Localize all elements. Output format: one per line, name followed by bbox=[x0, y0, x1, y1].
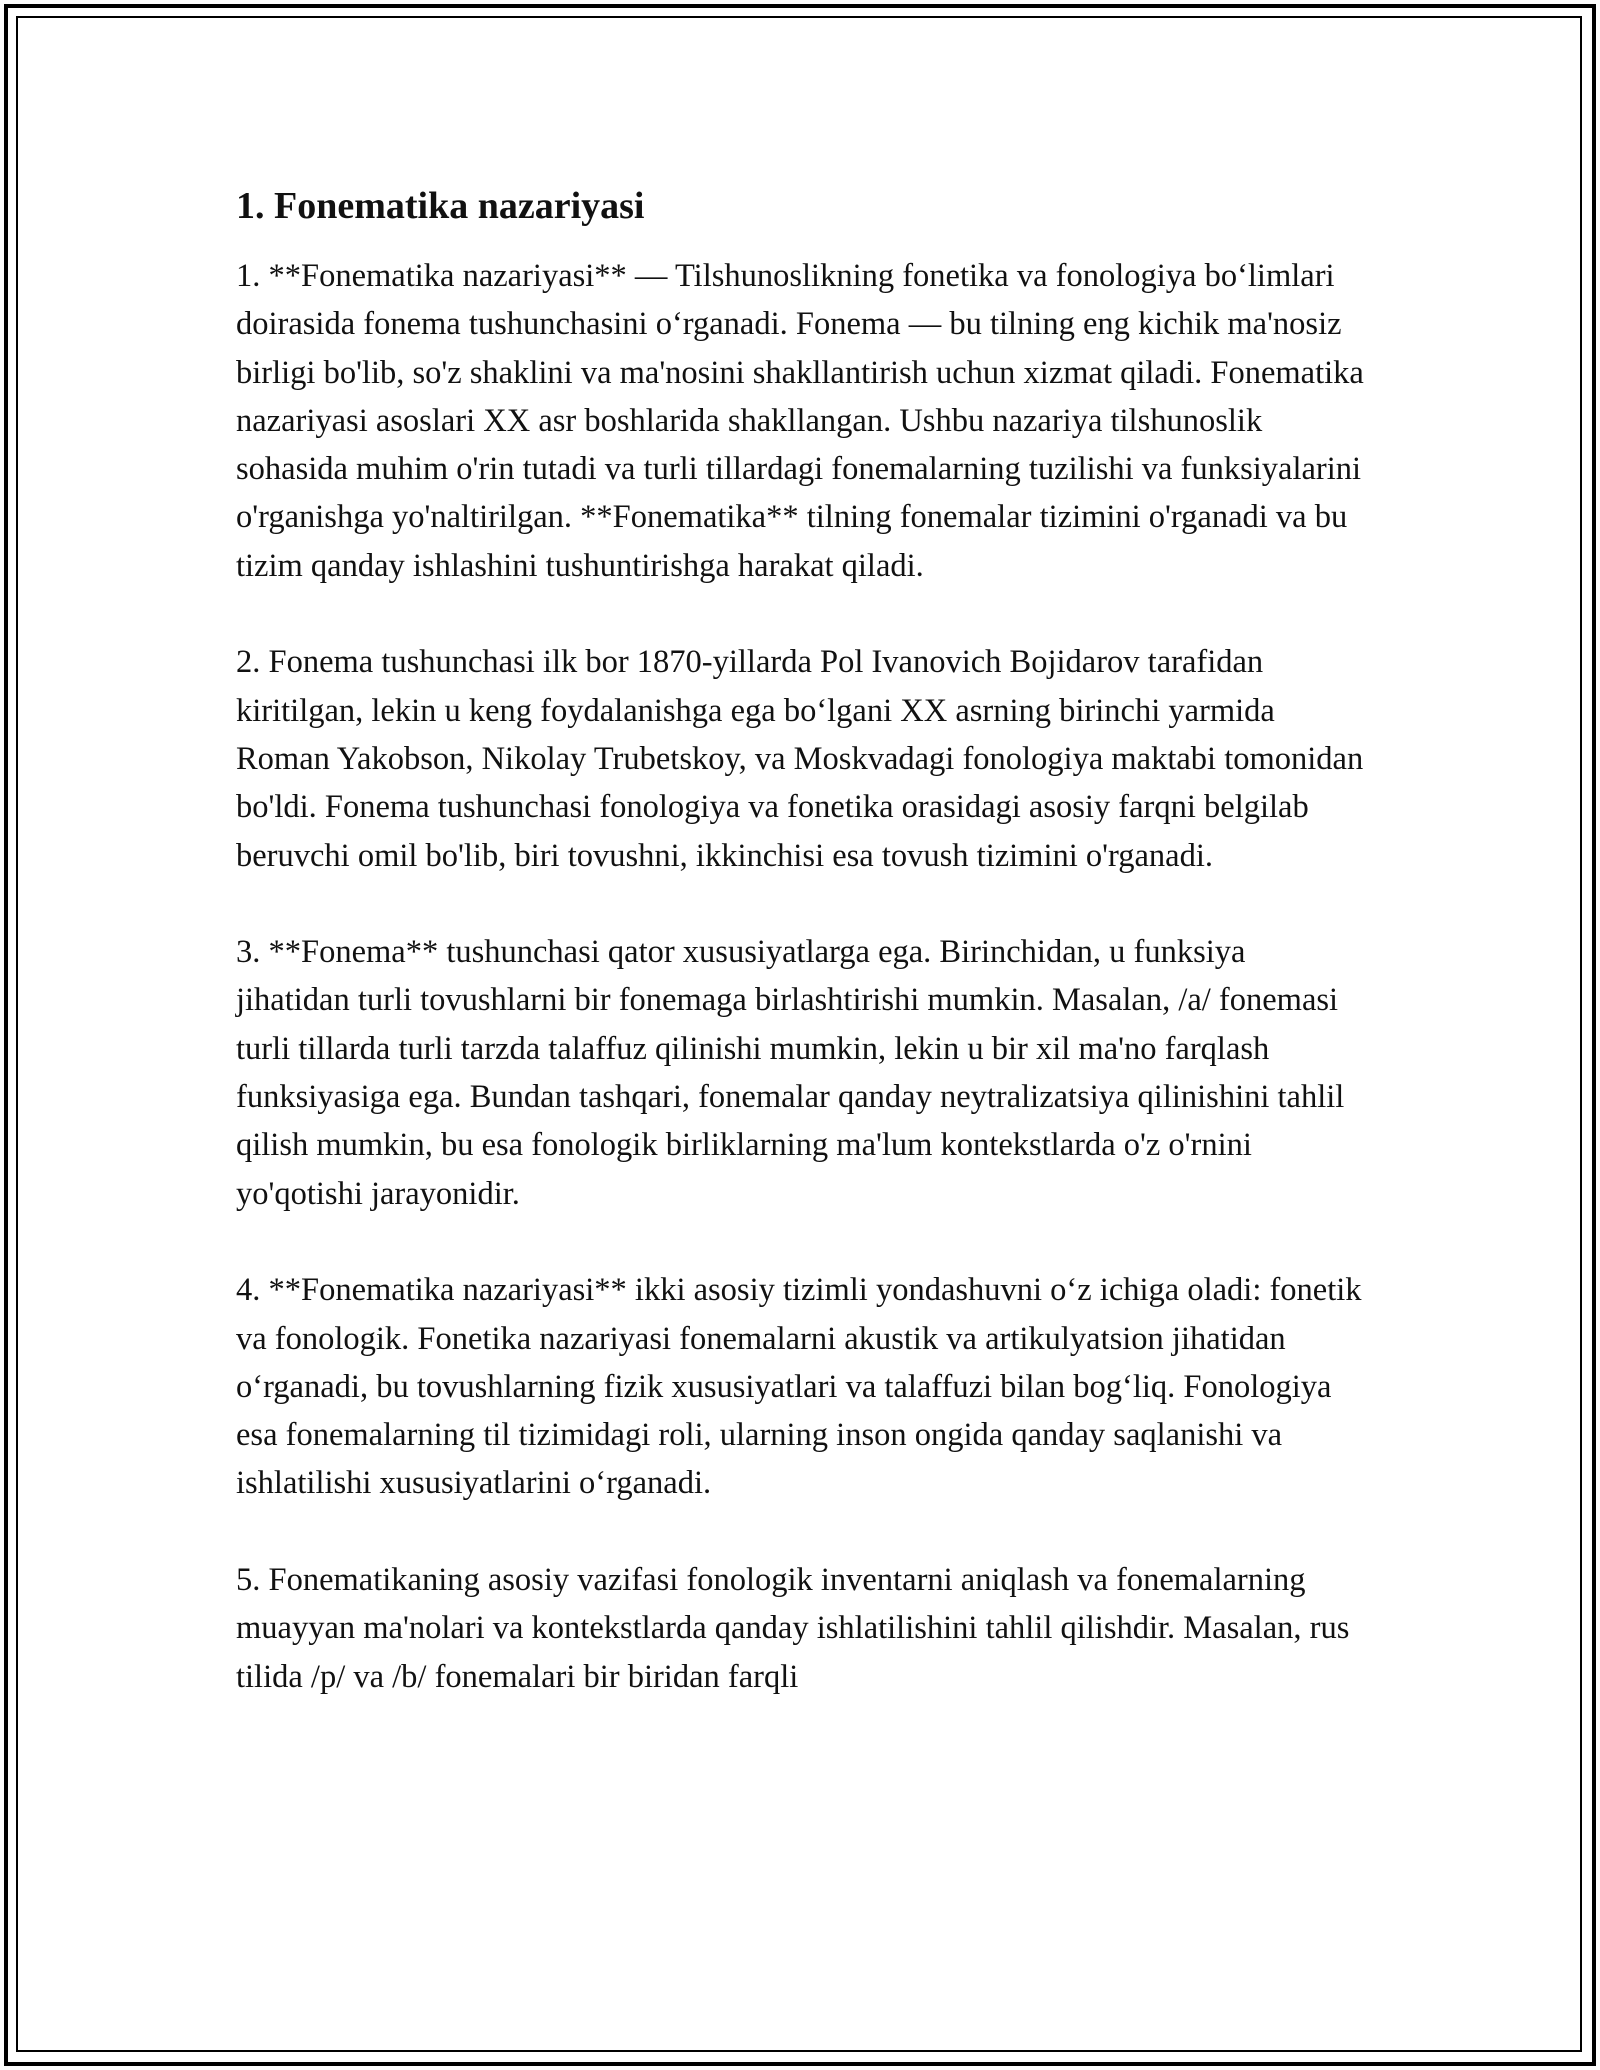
section-heading: 1. Fonematika nazariyasi bbox=[236, 185, 645, 227]
paragraph-2: 2. Fonema tushunchasi ilk bor 1870-yillarda Pol Ivanovich Bojidarov tarafidan kiritilgan, lekin u keng foydalanishga ega bo‘lgani XX asrning birinchi yarmida Roman Yakobson, Nikolay Trubetskoy, va Moskvadagi fonologiya maktabi tomonidan bo'ldi. Fonema tushunchasi fonologiya va fonetika orasidagi asosiy farqni belgilab beruvchi omil bo'lib, biri tovushni, ikkinchisi esa tovush tizimini o'rganadi. bbox=[236, 644, 1364, 874]
paragraph-4: 4. **Fonematika nazariyasi** ikki asosiy tizimli yondashuvni o‘z ichiga oladi: fonetik va fonologik. Fonetika nazariyasi fonemalarni akustik va artikulyatsion jihatidan o‘rganadi, bu tovushlarning fizik xususiyatlari va talaffuzi bilan bog‘liq. Fonologiya esa fonemalarning til tizimidagi roli, ularning inson ongida qanday saqlanishi va ishlatilishi xususiyatlarini o‘rganadi. bbox=[236, 1272, 1362, 1502]
paragraph-3: 3. **Fonema** tushunchasi qator xususiyatlarga ega. Birinchidan, u funksiya jihatidan turli tovushlarni bir fonemaga birlashtirishi mumkin. Masalan, /a/ fonemasi turli tillarda turli tarzda talaffuz qilinishi mumkin, lekin u bir xil ma'no farqlash funksiyasiga ega. Bundan tashqari, fonemalar qanday neytralizatsiya qilinishini tahlil qilish mumkin, bu esa fonologik birliklarning ma'lum kontekstlarda o'z o'rnini yo'qotishi jarayonidir. bbox=[236, 934, 1345, 1212]
paragraph-1: 1. **Fonematika nazariyasi** — Tilshunoslikning fonetika va fonologiya bo‘limlari doirasida fonema tushunchasini o‘rganadi. Fonema — bu tilning eng kichik ma'nosiz birligi bo'lib, so'z shaklini va ma'nosini shakllantirish uchun xizmat qiladi. Fonematika nazariyasi asoslari XX asr boshlarida shakllangan. Ushbu nazariya tilshunoslik sohasida muhim o'rin tutadi va turli tillardagi fonemalarning tuzilishi va funksiyalarini o'rganishga yo'naltirilgan. **Fonematika** tilning fonemalar tizimini o'rganadi va bu tizim qanday ishlashini tushuntirishga harakat qiladi. bbox=[236, 258, 1364, 584]
document-body bbox=[236, 180, 1366, 1749]
paragraph-5: 5. Fonematikaning asosiy vazifasi fonologik inventarni aniqlash va fonemalarning muayyan ma'nolari va kontekstlarda qanday ishlatilishini tahlil qilishdir. Masalan, rus tilida /p/ va /b/ fonemalari bir biridan farqli bbox=[236, 1562, 1350, 1695]
